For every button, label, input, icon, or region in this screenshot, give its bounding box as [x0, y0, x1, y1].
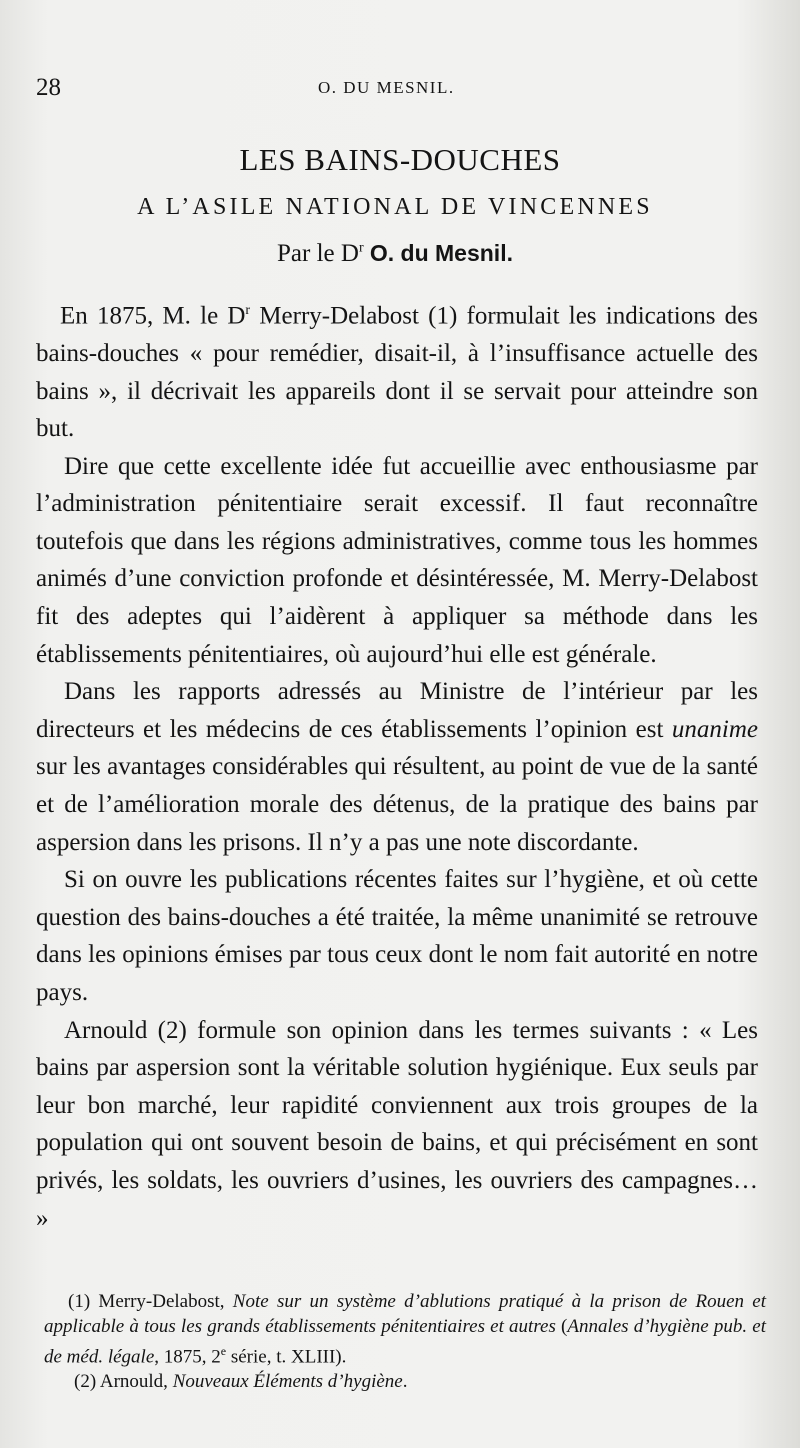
paragraph-2: Dire que cette excellente idée fut accueillie avec enthousiasme par l’administration pénitentiaire serait excessif. Il faut reconnaître toutefois que dans les régions administratives, comme tous les hommes animés d’une conviction profonde et désintéressée, M. Merry-Delabost fit des adeptes qui l’aidèrent à appliquer sa méthode dans les établissements pénitentiaires, où aujourd’hui elle est générale.	[36, 452, 758, 668]
footnotes	[44, 1290, 766, 1394]
footnote-1-paren: (	[555, 1315, 568, 1337]
article-title: LES BAINS-DOUCHES	[239, 142, 561, 177]
footnote-1-title: Note sur un système d’ablutions pratiqué à la prison de Rouen et applicable à tous les grands établissements pénitentiaires et autres	[44, 1291, 766, 1337]
article-body	[36, 292, 758, 1237]
footnote-2-author: (2) Arnould,	[74, 1370, 173, 1392]
footnote-2-title: Nouveaux Éléments d’hygiène	[172, 1370, 403, 1392]
paragraph-3-emphasis: unanime	[671, 715, 758, 743]
footnote-2-end: .	[402, 1370, 408, 1392]
paragraph-1-start: En 1875, M. le D	[60, 302, 246, 330]
footnote-1-sup: e	[220, 1344, 227, 1358]
running-head: O. DU MESNIL.	[318, 78, 455, 97]
footnote-1-year: , 1875, 2	[154, 1346, 221, 1368]
footnote-1-author: (1) Merry-Delabost,	[68, 1291, 233, 1312]
page-number: 28	[36, 74, 61, 101]
paragraph-1-sup: r	[245, 303, 251, 318]
paragraph-5: Arnould (2) formule son opinion dans les termes suivants : « Les bains par aspersion sont la véritable solution hygiénique. Eux seuls par leur bon marché, leur rapidité conviennent aux trois groupes de la population qui ont souvent besoin de bains, et qui précisément en sont privés, les soldats, les ouvriers d’usines, les ouvriers des campagnes… »	[36, 1016, 758, 1232]
paragraph-1	[36, 292, 758, 448]
paragraph-3-start: Dans les rapports adressés au Ministre de l’intérieur par les directeurs et les médecins de ces établissements l’opinion est	[36, 678, 758, 743]
paragraph-1-rest: Merry-Delabost (1) formulait les indications des bains-douches « pour remédier, disait-il, à l’insuffisance actuelle des bains », il décrivait les appareils dont il se servait pour atteindre son but.	[36, 302, 758, 443]
author-prefix: Par le D	[277, 240, 359, 267]
footnote-2	[44, 1370, 766, 1395]
footnote-1-journal: Annales d’hygiène pub. et de méd. légale	[44, 1315, 766, 1368]
paragraph-4: Si on ouvre les publications récentes faites sur l’hygiène, et où cette question des bains-douches a été traitée, la même unanimité se retrouve dans les opinions émises par tous ceux dont le nom fait autorité en notre pays.	[36, 866, 758, 1007]
page-header	[36, 74, 760, 106]
footnote-1	[44, 1290, 766, 1370]
footnote-1-series: série, t. XLIII).	[226, 1346, 347, 1368]
paragraph-3-rest: sur les avantages considérables qui résultent, au point de vue de la santé et de l’amélioration morale des détenus, de la pratique des bains par aspersion dans les prisons. Il n’y a pas une note discordante.	[36, 753, 758, 856]
author-title-sup: r	[358, 240, 364, 256]
article-author	[0, 240, 790, 268]
article-subtitle: A L’ASILE NATIONAL DE VINCENNES	[137, 194, 653, 220]
author-name: O. du Mesnil.	[369, 240, 513, 266]
paragraph-3	[36, 673, 758, 861]
